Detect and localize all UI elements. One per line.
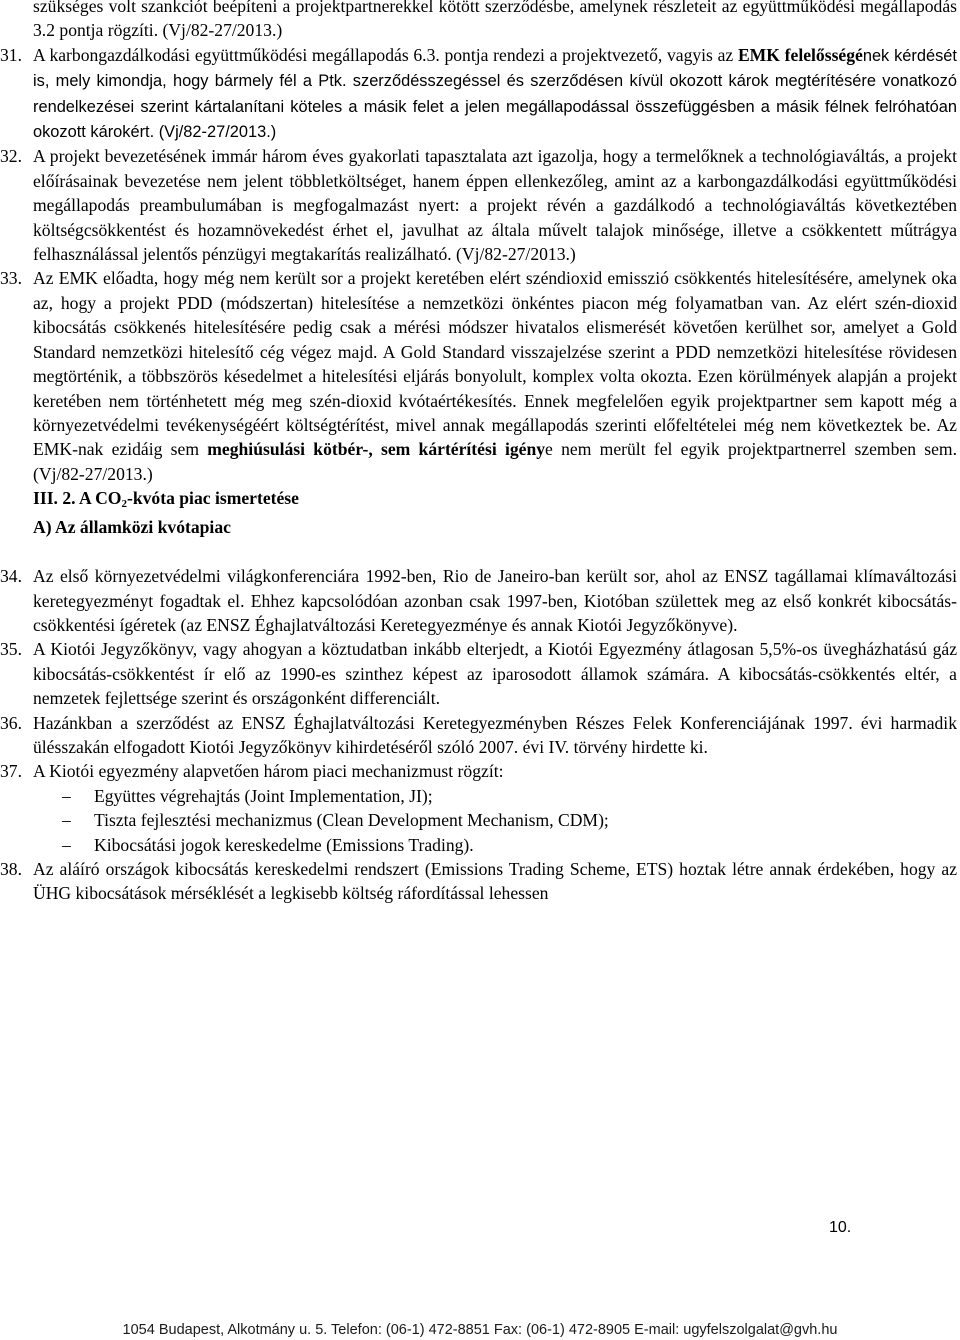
list-item-text: Együttes végrehajtás (Joint Implementation, JI); bbox=[94, 785, 433, 806]
paragraph-text: Hazánkban a szerződést az ENSZ Éghajlatváltozási Keretegyezményben Részes Felek Konferenciájának 1997. évi harmadik ülésszakán elfogadott Kiotói Jegyzőkönyv kihirdetéséről szóló 2007. évi IV. törvény hirdette ki. bbox=[33, 712, 957, 757]
paragraph-text: e nem merült fel egyik projektpartnerrel szemben sem. (Vj/82-27/2013.) bbox=[33, 439, 957, 484]
dash-bullet: – bbox=[62, 810, 71, 831]
paragraph-number: 38. bbox=[0, 859, 22, 879]
paragraph-text: Az első környezetvédelmi világkonferenciára 1992-ben, Rio de Janeiro-ban került sor, ahol az ENSZ tagállamai klímaváltozási keretegyezményt fogadtak el. Ehhez kapcsolódóan azonban csak 1997-ben, Kiotóban születtek meg az első konkrét kibocsátás-csökkentési ígéretek (az ENSZ Éghajlatváltozási Keretegyezménye és annak Kiotói Jegyzőkönyve). bbox=[33, 566, 957, 635]
paragraph-text: Az aláíró országok kibocsátás kereskedelmi rendszert (Emissions Trading Scheme, ETS) hoztak létre annak érdekében, hogy az ÜHG kibocsátások mérséklését a legkisebb költség ráfordítással lehessen bbox=[33, 859, 957, 904]
dash-bullet: – bbox=[62, 834, 71, 855]
paragraph-text: Az EMK előadta, hogy még nem került sor a projekt keretében elért széndioxid emisszió csökkentés hitelesítésére, amelynek oka az, hogy a projekt PDD (módszertan) hitelesítése a nemzetközi önkéntes piacon még folyamatban van. Az elért szén-dioxid kibocsátás csökkenés hitelesítésére pedig csak a mérési módszer hivatalos elismerését követően kerülhet sor, amelyet a Gold Standard nemzetközi hitelesítő cég végez majd. A Gold Standard visszajelzése szerint a PDD nemzetközi hitelesítése rövidesen megtörténik, a többszörös késedelmet a hitelesítési eljárás bonyolult, komplex volta okozta. Ezen körülmények alapján a projekt keretében nem történhetett még meg szén-dioxid kvótaértékesítés. Ennek megfelelően egyik projektpartner sem kapott még a környezetvédelmi tevékenységéért költségtérítést, mivel annak megállapodás szerinti előfeltételei még nem következtek be. Az EMK-nak ezidáig sem bbox=[33, 268, 957, 460]
paragraph-36 bbox=[0, 711, 957, 760]
heading-text: III. 2. A CO bbox=[33, 488, 122, 509]
list-item bbox=[0, 784, 957, 808]
paragraph-32 bbox=[0, 144, 957, 266]
list-item bbox=[0, 808, 957, 832]
paragraph-number: 34. bbox=[0, 566, 22, 587]
paragraph-number: 37. bbox=[0, 761, 22, 782]
paragraph-number: 33. bbox=[0, 268, 22, 289]
paragraph-text: A Kiotói Jegyzőkönyv, vagy ahogyan a köztudatban inkább elterjedt, a Kiotói Egyezmény átlagosan 5,5%-os üvegházhatású gáz kibocsátás-csökkentést ír elő az 1990-es szinthez képest az iparosodott államok számára. A kibocsátás-csökkentés eltér, a nemzetek fejlettsége szerint és országonként differenciált. bbox=[33, 639, 957, 709]
paragraph-35 bbox=[0, 637, 957, 710]
bold-text: EMK felelősségé bbox=[737, 44, 863, 65]
dash-bullet: – bbox=[62, 785, 71, 806]
paragraph-text: A Kiotói egyezmény alapvetően három piaci mechanizmust rögzít: bbox=[33, 761, 504, 782]
heading-subscript: 2 bbox=[121, 498, 127, 511]
paragraph-number: 36. bbox=[0, 712, 22, 733]
heading-text: -kvóta piac ismertetése bbox=[126, 488, 299, 509]
paragraph-text: A karbongazdálkodási együttműködési megállapodás 6.3. pontja rendezi a projektvezető, vagyis az bbox=[33, 44, 738, 65]
paragraph-38 bbox=[0, 857, 957, 906]
paragraph-33 bbox=[0, 266, 957, 486]
paragraph-text-sans: nek kérdését is, mely kimondja, hogy bármely fél a Ptk. szerződésszegéssel és szerződésen kívül okozott károk megtérítésére vonatkozó rendelkezései szerint kártalanítani köteles a másik felet a jelen megállapodással összefüggésben a másik félnek felróhatóan okozott károkért. (Vj/82-27/2013.) bbox=[33, 46, 957, 142]
paragraph-34 bbox=[0, 564, 957, 637]
paragraph-number: 35. bbox=[0, 639, 22, 660]
paragraph-31 bbox=[0, 43, 957, 145]
list-item-text: Tiszta fejlesztési mechanizmus (Clean Development Mechanism, CDM); bbox=[94, 810, 609, 831]
subsection-heading: A) Az államközi kvótapiac bbox=[33, 517, 231, 538]
section-heading bbox=[33, 486, 957, 515]
page-footer: 1054 Budapest, Alkotmány u. 5. Telefon: (06-1) 472-8851 Fax: (06-1) 472-8905 E-mail: ugyfelszolgalat@gvh.hu bbox=[122, 1322, 838, 1338]
list-item bbox=[0, 833, 957, 857]
paragraph-text: A projekt bevezetésének immár három éves gyakorlati tapasztalata azt igazolja, hogy a termelőknek a technológiaváltás, a projekt előírásainak bevezetése nem jelent többletköltséget, hanem éppen ellenkezőleg, amint az a karbongazdálkodási együttműködési megállapodás preambulumában is megfogalmazást nyert: a projekt révén a gazdálkodó a technológiaváltás következtében költségcsökkentést és hozamnövekedést érhet el, javulhat az általa művelt talajok minősége, illetve a csökkentett műtrágya felhasználással jelentős pénzügyi megtakarítás realizálható. (Vj/82-27/2013.) bbox=[33, 146, 957, 265]
paragraph-continued: szükséges volt szankciót beépíteni a projektpartnerekkel kötött szerződésbe, amelynek részleteit az együttműködési megállapodás 3.2 pontja rögzíti. (Vj/82-27/2013.) bbox=[33, 0, 957, 41]
list-item-text: Kibocsátási jogok kereskedelme (Emissions Trading). bbox=[94, 834, 474, 855]
mechanism-list bbox=[0, 784, 957, 857]
page-number: 10. bbox=[829, 1219, 852, 1236]
bold-text: meghiúsulási kötbér-, sem kártérítési igény bbox=[207, 439, 546, 460]
paragraph-number: 31. bbox=[0, 44, 22, 65]
paragraph-37 bbox=[0, 759, 957, 783]
paragraph-number: 32. bbox=[0, 146, 22, 167]
